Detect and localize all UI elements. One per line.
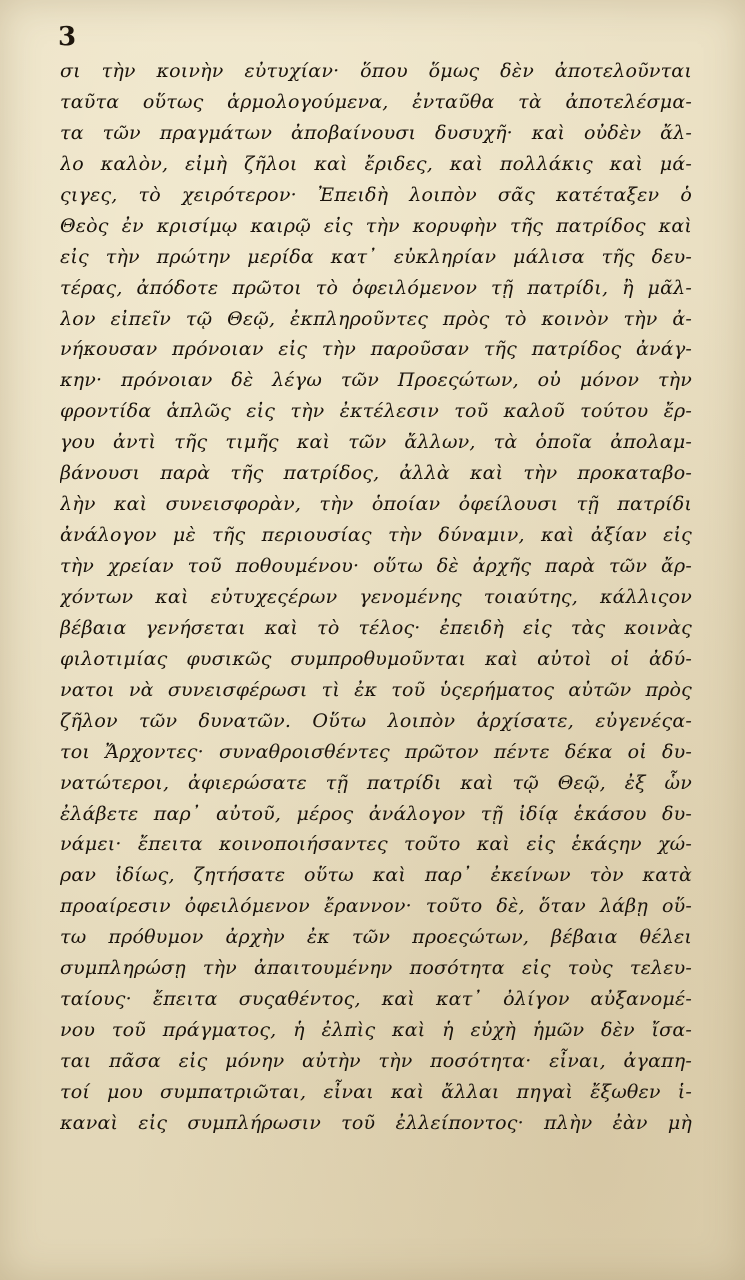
text-line: κην· πρόνοιαν δὲ λέγω τῶν Προεςώτων, οὐ μόνον τὴν <box>60 369 692 392</box>
text-line: τοι Ἄρχοντες· συναθροισθέντες πρῶτον πέντε δέκα οἱ δυ- <box>60 740 692 763</box>
text-line: λο καλὸν, εἰμὴ ζῆλοι καὶ ἔριδες, καὶ πολλάκις καὶ μά- <box>60 152 692 175</box>
text-line: τω πρόθυμον ἀρχὴν ἐκ τῶν προεςώτων, βέβαια θέλει <box>60 926 692 949</box>
text-line: λον εἰπεῖν τῷ Θεῷ, ἐκπληροῦντες πρὸς τὸ κοινὸν τὴν ἀ- <box>60 307 692 330</box>
text-line: νατοι νὰ συνεισφέρωσι τὶ ἐκ τοῦ ὑςερήματος αὐτῶν πρὸς <box>60 678 692 701</box>
text-line: ςιγες, τὸ χειρότερον· Ἐπειδὴ λοιπὸν σᾶς κατέταξεν ὁ <box>60 183 692 206</box>
text-line: ται πᾶσα εἰς μόνην αὐτὴν τὴν ποσότητα· εἶναι, ἀγαπη- <box>60 1050 692 1072</box>
text-line: τὴν χρείαν τοῦ ποθουμένου· οὕτω δὲ ἀρχῆς παρὰ τῶν ἄρ- <box>60 555 692 577</box>
text-line: προαίρεσιν ὀφειλόμενον ἔραννον· τοῦτο δὲ, ὅταν λάβῃ οὕ- <box>60 895 692 918</box>
text-line: βάνουσι παρὰ τῆς πατρίδος, ἀλλὰ καὶ τὴν προκαταβο- <box>60 462 692 485</box>
text-line: καναὶ εἰς συμπλήρωσιν τοῦ ἐλλείποντος· πλὴν ἐὰν μὴ <box>60 1111 692 1134</box>
text-line: ταῦτα οὕτως ἁρμολογούμενα, ἐνταῦθα τὰ ἀποτελέσμα- <box>60 90 692 113</box>
text-line: γου ἀντὶ τῆς τιμῆς καὶ τῶν ἄλλων, τὰ ὁποῖα ἀπολαμ- <box>60 431 692 454</box>
text-line: λὴν καὶ συνεισφορὰν, τὴν ὁποίαν ὀφείλουσι τῇ πατρίδι <box>60 493 692 516</box>
body-text <box>60 56 692 1139</box>
text-line: τοί μου συμπατριῶται, εἶναι καὶ ἄλλαι πηγαὶ ἔξωθεν ἱ- <box>60 1080 692 1103</box>
text-line: εἰς τὴν πρώτην μερίδα κατ᾽ εὐκληρίαν μάλισα τῆς δευ- <box>60 245 692 268</box>
text-line: συμπληρώσῃ τὴν ἀπαιτουμένην ποσότητα εἰς τοὺς τελευ- <box>60 957 692 980</box>
text-line: νήκουσαν πρόνοιαν εἰς τὴν παροῦσαν τῆς πατρίδος ἀνάγ- <box>60 338 692 361</box>
text-line: βέβαια γενήσεται καὶ τὸ τέλος· ἐπειδὴ εἰς τὰς κοινὰς <box>60 616 692 639</box>
text-line: Θεὸς ἐν κρισίμῳ καιρῷ εἰς τὴν κορυφὴν τῆς πατρίδος καὶ <box>60 214 692 237</box>
text-line: ταίους· ἔπειτα συςαθέντος, καὶ κατ᾽ ὀλίγον αὐξανομέ- <box>60 988 692 1011</box>
text-line: ἀνάλογον μὲ τῆς περιουσίας τὴν δύναμιν, καὶ ἀξίαν εἰς <box>60 524 692 547</box>
text-line: τα τῶν πραγμάτων ἀποβαίνουσι δυσυχῆ· καὶ οὐδὲν ἄλ- <box>60 121 692 144</box>
text-line: φιλοτιμίας φυσικῶς συμπροθυμοῦνται καὶ αὐτοὶ οἱ ἀδύ- <box>60 647 692 670</box>
text-line: φροντίδα ἁπλῶς εἰς τὴν ἐκτέλεσιν τοῦ καλοῦ τούτου ἔρ- <box>60 400 692 423</box>
text-line: χόντων καὶ εὐτυχεςέρων γενομένης τοιαύτης, κάλλιςον <box>60 585 692 608</box>
text-line: ζῆλον τῶν δυνατῶν. Οὕτω λοιπὸν ἀρχίσατε, εὐγενέςα- <box>60 709 692 732</box>
text-line: τέρας, ἀπόδοτε πρῶτοι τὸ ὀφειλόμενον τῇ πατρίδι, ἢ μᾶλ- <box>60 276 692 299</box>
text-line: νατώτεροι, ἀφιερώσατε τῇ πατρίδι καὶ τῷ Θεῷ, ἐξ ὧν <box>60 771 692 794</box>
page-number: 3 <box>58 22 77 52</box>
text-line: ἐλάβετε παρ᾽ αὐτοῦ, μέρος ἀνάλογον τῇ ἰδίᾳ ἑκάσου δυ- <box>60 802 692 825</box>
text-line: σι τὴν κοινὴν εὐτυχίαν· ὅπου ὅμως δὲν ἀποτελοῦνται <box>60 60 692 82</box>
text-line: νάμει· ἔπειτα κοινοποιήσαντες τοῦτο καὶ εἰς ἑκάςην χώ- <box>60 833 692 856</box>
text-line: νου τοῦ πράγματος, ἡ ἐλπὶς καὶ ἡ εὐχὴ ἡμῶν δὲν ἴσα- <box>60 1019 692 1042</box>
text-line: ραν ἰδίως, ζητήσατε οὕτω καὶ παρ᾽ ἐκείνων τὸν κατὰ <box>60 864 692 887</box>
